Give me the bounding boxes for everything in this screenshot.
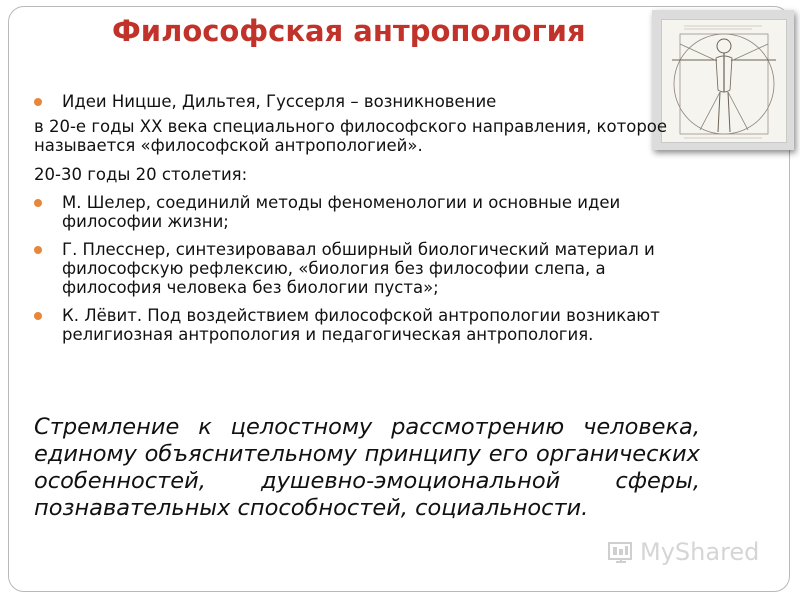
summary-quote: Стремление к целостному рассмотрению человека, единому объяснительному принципу его органических особенностей, душевно-эмоциональной сферы, познавательных способностей, социальности. [34, 414, 700, 521]
slide-body [34, 92, 699, 344]
watermark-text: MyShared [640, 538, 760, 566]
bullet-item: М. Шелер, соединилй методы феноменологии и основные идеи философии жизни; [34, 193, 699, 231]
text-line: в 20-е годы XX века специального философского направления, которое называется «философской антропологией». [34, 117, 668, 155]
content-list [34, 92, 699, 344]
watermark-logo-icon [606, 538, 636, 568]
text-line: 20-30 годы 20 столетия: [34, 165, 248, 184]
bullet-item: Идеи Ницше, Дильтея, Гуссерля – возникновение [34, 92, 699, 111]
slide-title: Философская антропология [112, 14, 586, 48]
bullet-item: Г. Плесснер, синтезировавал обширный биологический материал и философскую рефлексию, «биология без философии слепа, а философия человека без биологии пуста»; [34, 240, 699, 297]
watermark [606, 538, 760, 568]
bullet-item: К. Лёвит. Под воздействием философской антропологии возникают религиозная антропология и педагогическая антропология. [34, 306, 699, 344]
